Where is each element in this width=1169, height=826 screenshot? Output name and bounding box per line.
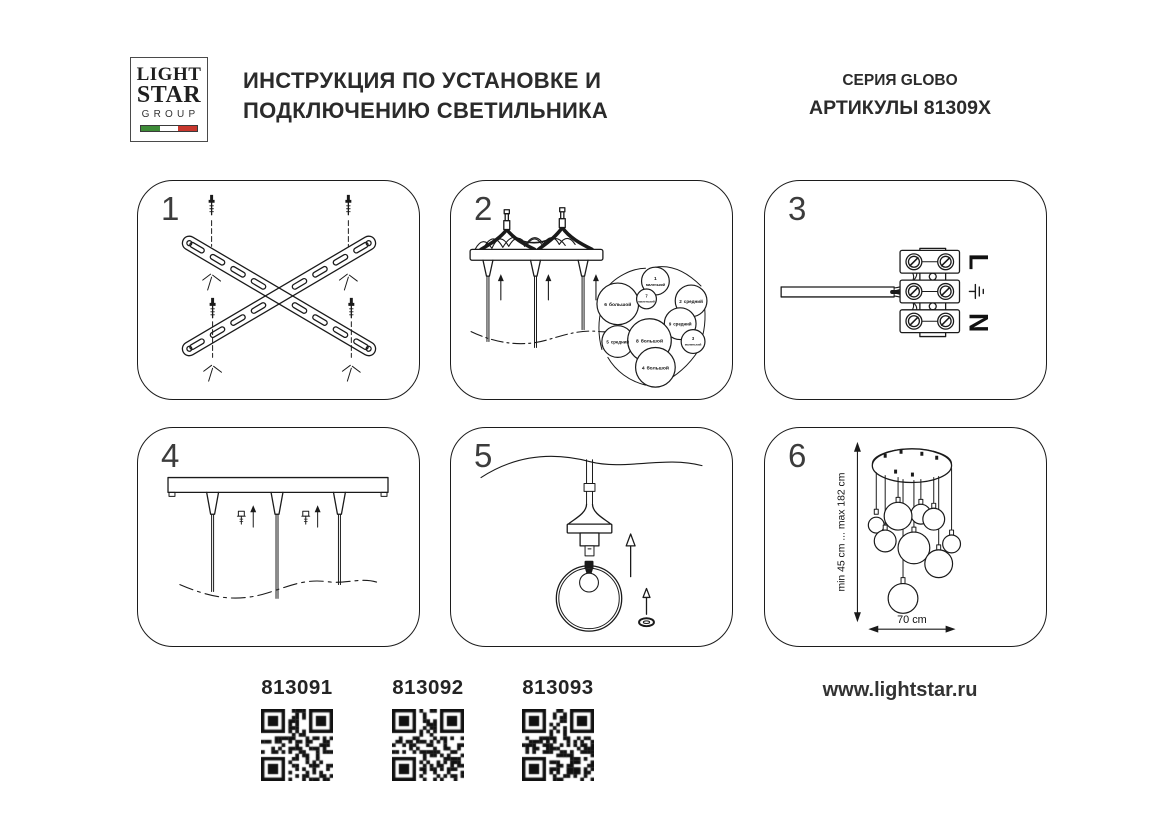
step-1-number: 1 xyxy=(161,190,180,227)
step-6-diagram-assembled-fixture xyxy=(765,428,1046,646)
step-4-panel xyxy=(137,427,420,647)
step-4-diagram-suspensions xyxy=(138,428,419,646)
neutral-terminal-label: N xyxy=(963,313,994,333)
svg-text:6большой: 6 большой xyxy=(604,302,632,308)
article-number: 813092 xyxy=(392,676,464,699)
qr-code xyxy=(522,709,594,781)
svg-text:3: 3 xyxy=(691,336,695,342)
svg-text:маленький: маленький xyxy=(638,299,655,304)
series-block xyxy=(770,72,1030,120)
step-5-panel xyxy=(450,427,733,647)
logo-word-star: STAR xyxy=(136,82,202,108)
series-name: СЕРИЯ GLOBO xyxy=(842,72,958,89)
step-6-number: 6 xyxy=(788,437,807,474)
step-2-diagram-canopy xyxy=(451,181,732,399)
page-title xyxy=(243,66,608,126)
step-2-panel xyxy=(450,180,733,400)
article-group-3 xyxy=(487,676,629,781)
qr-code xyxy=(261,709,333,781)
svg-text:9средний: 9 средний xyxy=(668,321,692,327)
italian-flag-stripe xyxy=(140,125,198,132)
step-6-panel xyxy=(764,427,1047,647)
article-group-1 xyxy=(226,676,368,781)
step-5-number: 5 xyxy=(474,437,493,474)
article-group-2 xyxy=(357,676,499,781)
title-line-1: ИНСТРУКЦИЯ ПО УСТАНОВКЕ И xyxy=(243,68,602,93)
step-3-panel xyxy=(764,180,1047,400)
qr-code xyxy=(392,709,464,781)
width-dimension-label: 70 cm xyxy=(897,614,927,627)
svg-text:2средний: 2 средний xyxy=(679,298,703,304)
svg-text:1: 1 xyxy=(654,277,657,283)
article-number: 813093 xyxy=(522,676,594,699)
step-3-diagram-terminal-block xyxy=(765,181,1046,399)
svg-text:7: 7 xyxy=(645,293,648,299)
title-line-2: ПОДКЛЮЧЕНИЮ СВЕТИЛЬНИКА xyxy=(243,98,609,123)
articles-code: АРТИКУЛЫ 81309X xyxy=(809,97,991,119)
svg-text:5средний: 5 средний xyxy=(606,339,630,345)
step-3-number: 3 xyxy=(788,190,807,227)
step-1-panel xyxy=(137,180,420,400)
height-dimension-label: min 45 cm ... max 182 cm xyxy=(836,472,848,592)
svg-text:маленький: маленький xyxy=(645,283,666,288)
line-terminal-label: L xyxy=(963,253,994,270)
step-1-diagram-cross-bracket xyxy=(138,181,419,399)
svg-text:маленький: маленький xyxy=(684,342,702,347)
logo-word-light: LIGHT xyxy=(136,64,202,85)
logo-word-group: GROUP xyxy=(141,109,200,120)
website-url: www.lightstar.ru xyxy=(822,679,978,701)
step-5-diagram-globe-mount xyxy=(451,428,732,646)
step-2-number: 2 xyxy=(474,190,493,227)
svg-text:4большой: 4 большой xyxy=(641,366,669,372)
svg-text:8большой: 8 большой xyxy=(635,339,663,345)
article-number: 813091 xyxy=(261,676,333,699)
step-4-number: 4 xyxy=(161,437,180,474)
lightstar-logo xyxy=(130,57,208,142)
